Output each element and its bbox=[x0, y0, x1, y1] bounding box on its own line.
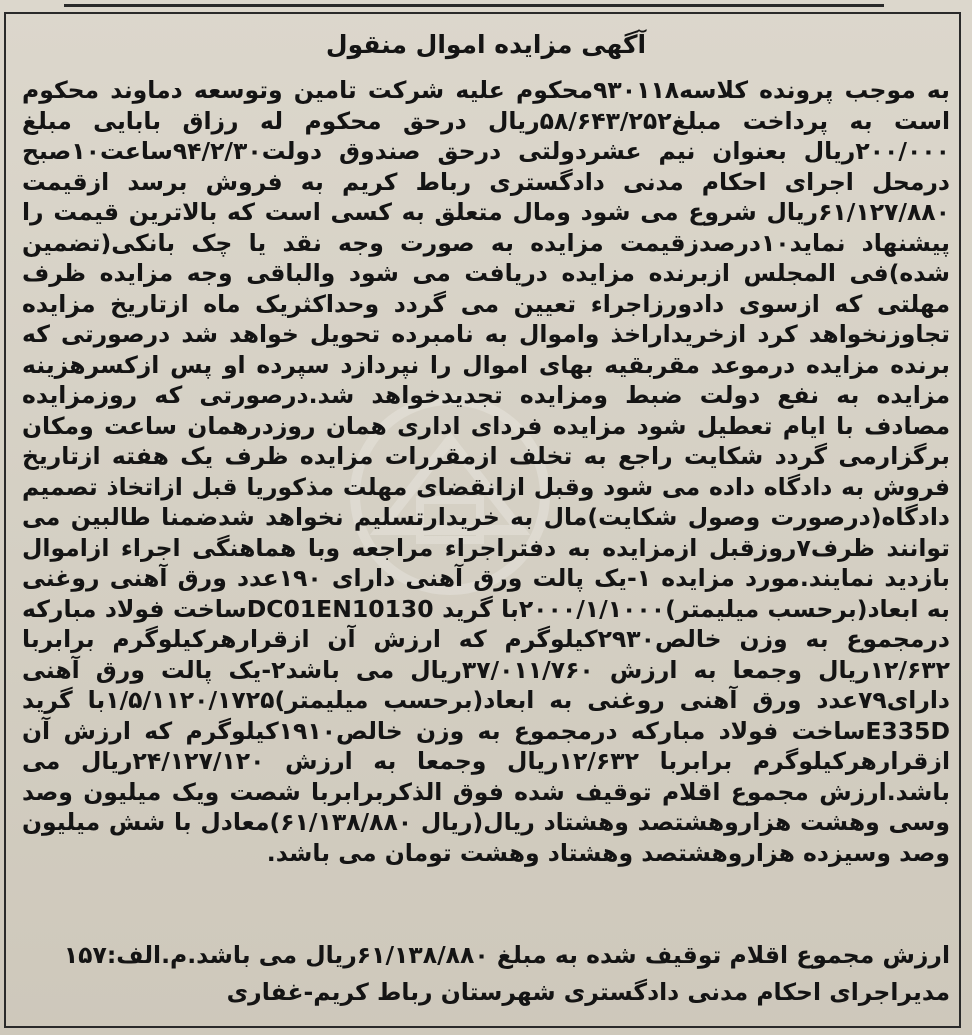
notice-body: به موجب پرونده کلاسه۹۳۰۱۱۸محکوم علیه شرکت تامین وتوسعه دماوند محکوم است به پرداخت مبلغ۵۸/۶۴۳/۲۵۲ریال درحق محکوم له رزاق بابایی مبلغ ۲۰۰/۰۰۰ریال بعنوان نیم عشردولتی درحق صندوق دولت۹۴/۲/۳۰ساعت۱۰صبح درمحل اجرای احکام مدنی دادگستری رباط کریم به فروش برسد ازقیمت ۶۱/۱۲۷/۸۸۰ریال شروع می شود ومال متعلق به کسی است که بالاترین قیمت را پیشنهاد نماید۱۰درصدزقیمت مزایده به صورت وجه نقد یا چک بانکی(تضمین شده)فی المجلس ازبرنده مزایده دریافت می شود والباقی وجه مزایده ظرف مهلتی که ازسوی دادورزاجراء تعیین می گردد وحداکثریک ماه ازتاریخ مزایده تجاوزنخواهد کرد ازخریداراخذ واموال به نامبرده تحویل خواهد شد درصورتی که برنده مزایده درموعد مقربقیه بهای اموال را نپردازد سپرده او پس ازکسرهزینه مزایده به نفع دولت ضبط ومزایده تجدیدخواهد شد.درصورتی که روزمزایده مصادف با ایام تعطیل شود مزایده فردای اداری همان روزدرهمان ساعت ومکان برگزارمی گردد شکایت راجع به تخلف ازمقررات مزایده ظرف یک هفته ازتاریخ فروش به دادگاه داده می شود وقبل ازانقضای مهلت مذکوریا قبل ازاتخاذ تصمیم دادگاه(درصورت وصول شکایت)مال به خریدارتسلیم نخواهد شدضمنا طالبین می توانند ظرف۷روزقبل ازمزایده به دفتراجراء مراجعه وبا هماهنگی اجراء ازاموال بازدید نمایند.مورد مزایده ۱-یک پالت ورق آهنی دارای ۱۹۰عدد ورق آهنی روغنی به ابعاد(برحسب میلیمتر)۲۰۰۰/۱/۱۰۰۰با گرید DC01EN10130ساخت فولاد مبارکه درمجموع به وزن خالص۲۹۳۰کیلوگرم که ارزش آن ازقرارهرکیلوگرم برابربا ۱۲/۶۳۲ریال وجمعا به ارزش ۳۷/۰۱۱/۷۶۰ریال می باشد۲-یک پالت ورق آهنی دارای۷۹عدد ورق آهنی روغنی به ابعاد(برحسب میلیمتر)۱/۵/۱۱۲۰/۱۷۲۵با گرید E335Dساخت فولاد مبارکه درمجموع به وزن خالص۱۹۱۰کیلوگرم که ارزش آن ازقرارهرکیلوگرم برابربا ۱۲/۶۳۲ریال وجمعا به ارزش ۲۴/۱۲۷/۱۲۰ریال می باشد.ارزش مجموع اقلام توقیف شده فوق الذکربرابربا شصت ویک میلیون وصد وسی وهشت هزاروهشتصد وهشتاد ریال(ریال ۶۱/۱۳۸/۸۸۰)معادل با شش میلیون وصد وسیزده هزاروهشتصد وهشتاد وهشت تومان می باشد. bbox=[22, 76, 951, 867]
notice-title: آگهی مزایده اموال منقول bbox=[325, 30, 647, 59]
signature-line: مدیراجرای احکام مدنی دادگستری شهرستان رباط کریم-غفاری bbox=[226, 978, 950, 1006]
total-value-line: ارزش مجموع اقلام توقیف شده به مبلغ ۶۱/۱۳۸/۸۸۰ریال می باشد.م.الف:۱۵۷ bbox=[63, 941, 950, 969]
top-rule bbox=[64, 4, 884, 7]
